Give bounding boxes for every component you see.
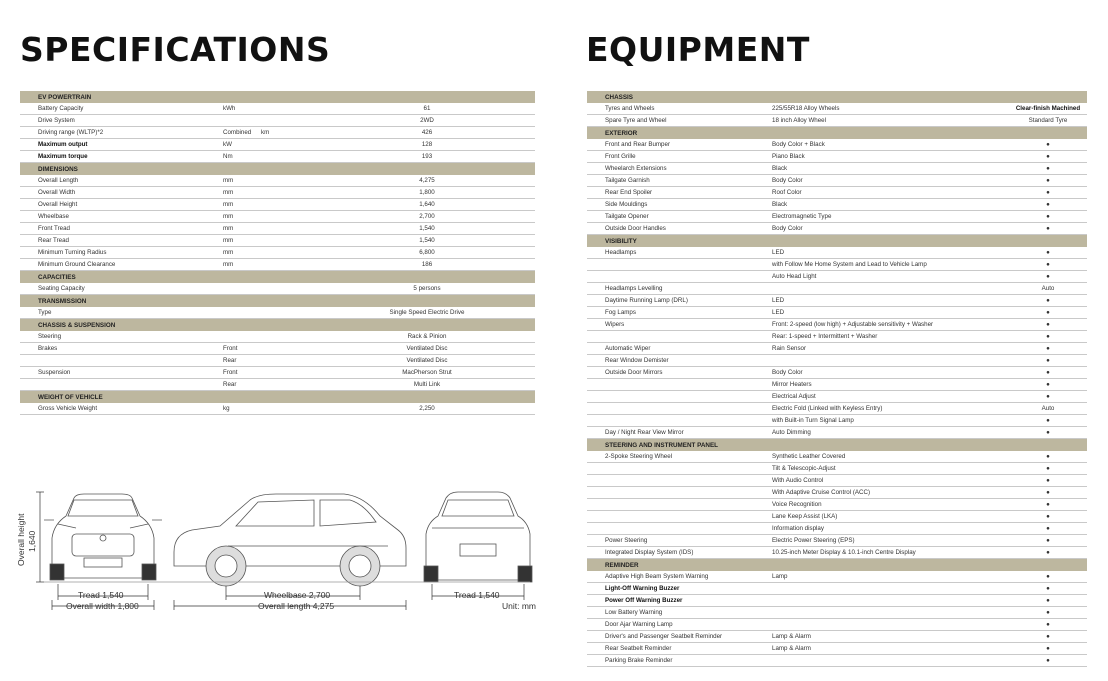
table-row <box>587 211 1087 223</box>
table-cell: 1,800 <box>419 189 435 196</box>
table-cell: ● <box>1046 177 1050 184</box>
table-cell: Brakes <box>38 345 58 352</box>
table-cell: Roof Color <box>772 189 802 196</box>
table-row <box>20 331 535 343</box>
table-cell: Outside Door Mirrors <box>605 369 663 376</box>
specifications-table <box>20 91 535 415</box>
table-cell: mm <box>223 249 234 256</box>
table-cell: Electrical Adjust <box>772 393 816 400</box>
table-cell: Electric Fold (Linked with Keyless Entry) <box>772 405 883 412</box>
table-row <box>20 283 535 295</box>
section-header: REMINDER <box>587 559 1087 571</box>
table-row <box>587 403 1087 415</box>
table-cell: ● <box>1046 585 1050 592</box>
table-cell: Rear Seatbelt Reminder <box>605 645 672 652</box>
table-row <box>20 247 535 259</box>
table-cell: Gross Vehicle Weight <box>38 405 98 412</box>
table-cell: 193 <box>421 153 433 160</box>
table-row <box>20 367 535 379</box>
overall-height-label: Overall height <box>16 513 26 566</box>
table-row <box>20 139 535 151</box>
table-cell: Tyres and Wheels <box>605 105 655 112</box>
table-cell: ● <box>1046 417 1050 424</box>
table-cell: 1,540 <box>419 225 435 232</box>
specifications-title: SPECIFICATIONS <box>20 30 331 69</box>
table-cell: 5 persons <box>413 285 441 292</box>
table-cell: Synthetic Leather Covered <box>772 453 846 460</box>
table-row <box>587 343 1087 355</box>
table-cell: 6,800 <box>419 249 435 256</box>
rear-tread-label: Tread 1,540 <box>454 590 500 600</box>
section-header: EXTERIOR <box>587 127 1087 139</box>
table-cell: ● <box>1046 213 1050 220</box>
table-cell: Suspension <box>38 369 71 376</box>
table-cell: mm <box>223 225 234 232</box>
rear-view-car <box>424 492 532 582</box>
table-cell: ● <box>1046 249 1050 256</box>
table-cell: Lamp & Alarm <box>772 645 811 652</box>
table-cell: Lamp & Alarm <box>772 633 811 640</box>
table-cell: LED <box>772 297 785 304</box>
table-row <box>587 223 1087 235</box>
table-cell: Door Ajar Warning Lamp <box>605 621 673 628</box>
table-cell: Fog Lamps <box>605 309 636 316</box>
table-cell: Front Tread <box>38 225 70 232</box>
table-row <box>587 655 1087 667</box>
table-row <box>587 367 1087 379</box>
table-cell: ● <box>1046 465 1050 472</box>
table-cell: Ventilated Disc <box>406 345 448 352</box>
table-row <box>20 103 535 115</box>
table-row <box>587 523 1087 535</box>
table-cell: Front Grille <box>605 153 636 160</box>
table-cell: Wipers <box>605 321 625 328</box>
table-cell: Rack & Pinion <box>407 333 447 340</box>
table-cell: ● <box>1046 393 1050 400</box>
table-cell: Electromagnetic Type <box>772 213 832 220</box>
table-cell: Rear: 1-speed + Intermittent + Washer <box>772 333 878 340</box>
table-cell: ● <box>1046 597 1050 604</box>
table-cell: mm <box>223 177 234 184</box>
table-cell: Light-Off Warning Buzzer <box>605 585 680 592</box>
table-cell: Headlamps Levelling <box>605 285 663 292</box>
table-row <box>587 139 1087 151</box>
table-cell: Headlamps <box>605 249 637 256</box>
table-cell: Overall Height <box>38 201 78 208</box>
table-cell: With Audio Control <box>772 477 824 484</box>
table-cell: Outside Door Handles <box>605 225 666 232</box>
table-cell: Front and Rear Bumper <box>605 141 670 148</box>
table-row <box>20 127 535 139</box>
table-row <box>20 307 535 319</box>
table-cell: Daytime Running Lamp (DRL) <box>605 297 688 304</box>
table-cell: Power Steering <box>605 537 648 544</box>
table-cell: Adaptive High Beam System Warning <box>605 573 709 580</box>
table-cell: ● <box>1046 633 1050 640</box>
table-cell: Driver's and Passenger Seatbelt Reminder <box>605 633 723 640</box>
table-cell: ● <box>1046 261 1050 268</box>
table-cell: mm <box>223 261 234 268</box>
table-cell: Rear End Spoiler <box>605 189 653 196</box>
table-cell: Rear <box>223 381 237 388</box>
table-row <box>587 295 1087 307</box>
table-cell: Overall Width <box>38 189 76 196</box>
section-header: STEERING AND INSTRUMENT PANEL <box>587 439 1087 451</box>
table-row <box>587 271 1087 283</box>
table-cell: Automatic Wiper <box>605 345 651 352</box>
table-cell: LED <box>772 249 785 256</box>
table-row <box>20 259 535 271</box>
table-cell: Single Speed Electric Drive <box>389 309 465 316</box>
table-cell: ● <box>1046 537 1050 544</box>
table-row <box>20 199 535 211</box>
front-view-car <box>44 494 162 580</box>
table-row <box>587 151 1087 163</box>
table-cell: 426 <box>421 129 433 136</box>
table-row <box>587 175 1087 187</box>
table-cell: ● <box>1046 609 1050 616</box>
table-row <box>587 451 1087 463</box>
table-cell: Body Color <box>772 225 803 232</box>
table-row <box>20 115 535 127</box>
table-row <box>587 247 1087 259</box>
table-cell: Overall Length <box>38 177 79 184</box>
table-cell: Black <box>772 201 788 208</box>
table-cell: Steering <box>38 333 62 340</box>
table-cell: Maximum torque <box>38 153 88 160</box>
section-header: CHASSIS <box>587 91 1087 103</box>
table-cell: Seating Capacity <box>38 285 85 292</box>
table-cell: 1,640 <box>419 201 435 208</box>
table-row <box>587 427 1087 439</box>
table-cell: ● <box>1046 489 1050 496</box>
table-cell: 61 <box>423 105 431 112</box>
table-cell: Rear Window Demister <box>605 357 669 364</box>
table-cell: mm <box>223 213 234 220</box>
table-row <box>20 175 535 187</box>
table-cell: Body Color <box>772 177 803 184</box>
table-cell: Side Mouldings <box>605 201 648 208</box>
table-cell: Standard Tyre <box>1028 117 1068 124</box>
table-cell: kW <box>223 141 232 148</box>
table-cell: LED <box>772 309 785 316</box>
table-cell: Rear <box>223 357 237 364</box>
table-cell: 225/55R18 Alloy Wheels <box>772 105 840 112</box>
table-cell: Piano Black <box>772 153 805 160</box>
table-cell: Tailgate Opener <box>605 213 649 220</box>
table-cell: mm <box>223 237 234 244</box>
section-header: DIMENSIONS <box>20 163 535 175</box>
table-cell: ● <box>1046 525 1050 532</box>
table-row <box>587 631 1087 643</box>
table-cell: Combined <box>223 129 252 136</box>
table-row <box>587 283 1087 295</box>
table-cell: 128 <box>421 141 433 148</box>
table-cell: Tilt & Telescopic-Adjust <box>772 465 836 472</box>
table-cell: Clear-finish Machined <box>1015 105 1081 112</box>
table-row <box>587 475 1087 487</box>
table-cell: ● <box>1046 549 1050 556</box>
section-header: WEIGHT OF VEHICLE <box>20 391 535 403</box>
table-row <box>587 115 1087 127</box>
table-cell: ● <box>1046 141 1050 148</box>
table-cell: ● <box>1046 369 1050 376</box>
section-header: VISIBILITY <box>587 235 1087 247</box>
table-cell: Ventilated Disc <box>406 357 448 364</box>
table-row <box>587 487 1087 499</box>
table-cell: Battery Capacity <box>38 105 84 112</box>
table-cell: ● <box>1046 477 1050 484</box>
table-cell: Black <box>772 165 788 172</box>
table-cell: With Adaptive Cruise Control (ACC) <box>772 489 870 496</box>
table-cell: ● <box>1046 573 1050 580</box>
table-row <box>587 163 1087 175</box>
table-cell: Rear Tread <box>38 237 69 244</box>
table-cell: 2,700 <box>419 213 435 220</box>
table-cell: Body Color + Black <box>772 141 825 148</box>
table-cell: 1,540 <box>419 237 435 244</box>
table-cell: 2-Spoke Steering Wheel <box>605 453 673 460</box>
table-row <box>20 187 535 199</box>
table-row <box>587 499 1087 511</box>
wheelbase-label: Wheelbase 2,700 <box>264 590 331 600</box>
table-cell: Wheelbase <box>38 213 69 220</box>
table-row <box>587 571 1087 583</box>
table-row <box>587 331 1087 343</box>
table-cell: Type <box>38 309 52 316</box>
table-cell: 186 <box>421 261 433 268</box>
table-row <box>587 583 1087 595</box>
table-row <box>20 223 535 235</box>
table-cell: ● <box>1046 333 1050 340</box>
table-row <box>20 211 535 223</box>
table-cell: 18 inch Alloy Wheel <box>772 117 826 124</box>
table-row <box>587 535 1087 547</box>
table-cell: Day / Night Rear View Mirror <box>605 429 684 436</box>
vehicle-dimension-diagram <box>14 486 539 621</box>
table-cell: Low Battery Warning <box>605 609 663 616</box>
table-cell: mm <box>223 201 234 208</box>
table-row <box>587 547 1087 559</box>
table-cell: Drive System <box>38 117 75 124</box>
table-row <box>587 643 1087 655</box>
table-cell: ● <box>1046 165 1050 172</box>
table-row <box>587 355 1087 367</box>
table-cell: Front <box>223 369 238 376</box>
table-cell: MacPherson Strut <box>402 369 452 376</box>
table-cell: Tailgate Garnish <box>605 177 650 184</box>
side-view-car <box>174 494 406 586</box>
table-cell: Front <box>223 345 238 352</box>
table-cell: ● <box>1046 381 1050 388</box>
table-cell: Driving range (WLTP)*2 <box>38 129 104 136</box>
table-cell: Power Off Warning Buzzer <box>605 597 683 604</box>
table-row <box>587 619 1087 631</box>
table-row <box>587 199 1087 211</box>
table-row <box>587 307 1087 319</box>
section-header: TRANSMISSION <box>20 295 535 307</box>
table-row <box>20 151 535 163</box>
table-cell: ● <box>1046 357 1050 364</box>
table-cell: ● <box>1046 645 1050 652</box>
table-row <box>587 103 1087 115</box>
table-cell: ● <box>1046 513 1050 520</box>
table-cell: Front: 2-speed (low high) + Adjustable sensitivity + Washer <box>772 321 934 328</box>
table-cell: kg <box>223 405 230 412</box>
table-cell: ● <box>1046 153 1050 160</box>
table-row <box>587 319 1087 331</box>
table-cell: ● <box>1046 429 1050 436</box>
section-header: CAPACITIES <box>20 271 535 283</box>
table-cell: Lane Keep Assist (LKA) <box>772 513 838 520</box>
table-row <box>20 343 535 355</box>
table-cell: 2,250 <box>419 405 435 412</box>
table-cell: with Built-in Turn Signal Lamp <box>772 417 854 424</box>
table-cell: ● <box>1046 501 1050 508</box>
table-row <box>587 379 1087 391</box>
equipment-table <box>587 91 1087 667</box>
table-cell: mm <box>223 189 234 196</box>
table-cell: with Follow Me Home System and Lead to Vehicle Lamp <box>772 261 927 268</box>
table-row <box>587 463 1087 475</box>
table-cell: Nm <box>223 153 233 160</box>
table-cell: Parking Brake Reminder <box>605 657 673 664</box>
table-row <box>587 595 1087 607</box>
table-cell: Maximum output <box>38 141 88 148</box>
table-cell: ● <box>1046 453 1050 460</box>
table-cell: 4,275 <box>419 177 435 184</box>
table-row <box>587 511 1087 523</box>
table-cell: km <box>261 129 270 136</box>
table-cell: ● <box>1046 189 1050 196</box>
table-cell: ● <box>1046 657 1050 664</box>
table-cell: ● <box>1046 225 1050 232</box>
unit-label: Unit: mm <box>502 601 536 611</box>
table-cell: Minimum Turning Radius <box>38 249 107 256</box>
table-cell: Wheelarch Extensions <box>605 165 667 172</box>
section-header: CHASSIS & SUSPENSION <box>20 319 535 331</box>
table-cell: Auto Dimming <box>772 429 811 436</box>
table-cell: Spare Tyre and Wheel <box>605 117 667 124</box>
table-cell: Rain Sensor <box>772 345 807 352</box>
table-cell: ● <box>1046 273 1050 280</box>
table-row <box>20 235 535 247</box>
table-cell: 2WD <box>420 117 434 124</box>
table-cell: Integrated Display System (IDS) <box>605 549 694 556</box>
overall-width-label: Overall width 1,800 <box>66 601 139 611</box>
table-cell: Mirror Heaters <box>772 381 812 388</box>
table-cell: Lamp <box>772 573 788 580</box>
front-tread-label: Tread 1,540 <box>78 590 124 600</box>
table-row <box>587 415 1087 427</box>
section-header: EV POWERTRAIN <box>20 91 535 103</box>
table-cell: kWh <box>223 105 236 112</box>
table-cell: ● <box>1046 345 1050 352</box>
table-cell: Voice Recognition <box>772 501 822 508</box>
table-cell: Auto <box>1041 405 1055 412</box>
overall-height-value: 1,640 <box>27 530 37 552</box>
table-row <box>20 379 535 391</box>
table-cell: Minimum Ground Clearance <box>38 261 116 268</box>
table-row <box>587 391 1087 403</box>
table-cell: Body Color <box>772 369 803 376</box>
table-row <box>587 259 1087 271</box>
table-cell: ● <box>1046 321 1050 328</box>
table-cell: Auto Head Light <box>772 273 817 280</box>
table-cell: ● <box>1046 621 1050 628</box>
table-cell: ● <box>1046 201 1050 208</box>
table-cell: 10.25-inch Meter Display & 10.1-inch Centre Display <box>772 549 916 556</box>
table-row <box>20 355 535 367</box>
table-cell: Auto <box>1041 285 1055 292</box>
table-row <box>20 403 535 415</box>
table-cell: ● <box>1046 297 1050 304</box>
table-cell: Multi Link <box>413 381 441 388</box>
table-cell: ● <box>1046 309 1050 316</box>
table-cell: Electric Power Steering (EPS) <box>772 537 855 544</box>
table-row <box>587 607 1087 619</box>
table-row <box>587 187 1087 199</box>
table-cell: Information display <box>772 525 824 532</box>
overall-length-label: Overall length 4,275 <box>258 601 335 611</box>
equipment-title: EQUIPMENT <box>586 30 810 69</box>
